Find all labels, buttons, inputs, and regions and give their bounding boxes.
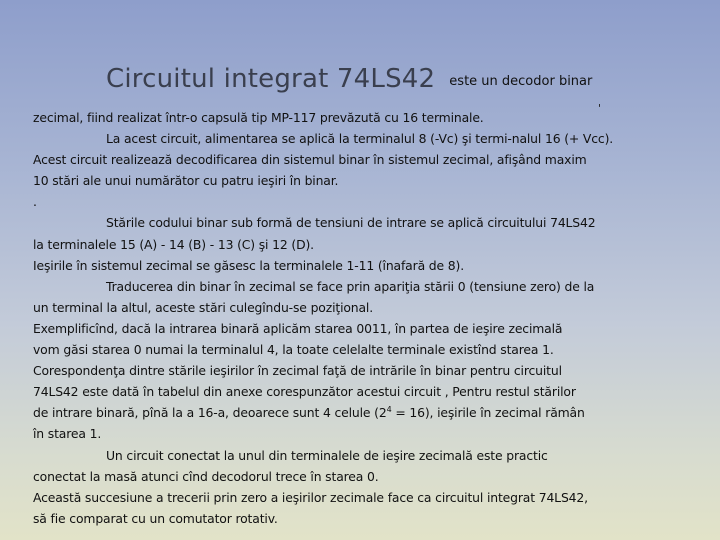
paragraph-line: La acest circuit, alimentarea se aplică la terminalul 8 (-Vc) şi termi-nalul 16 (+ Vcc). <box>106 131 614 147</box>
text-line: Această succesiune a trecerii prin zero a ieşirilor zecimale face ca circuitul integrat 74LS42, <box>33 489 588 505</box>
text-line: Exemplificînd, dacă la intrarea binară aplicăm starea 0011, în partea de ieşire zecimală <box>33 320 563 336</box>
text-line: 74LS42 este dată în tabelul din anexe corespunzător acestui circuit , Pentru restul stărilor <box>33 384 576 400</box>
text-line: 10 stări ale unui numărător cu patru ieşiri în binar. <box>33 173 339 189</box>
text-line: Acest circuit realizează decodificarea din sistemul binar în sistemul zecimal, afişând maxim <box>33 152 587 168</box>
text-line: . <box>33 194 37 210</box>
slide-title: Circuitul integrat 74LS42 <box>106 64 436 94</box>
body-text <box>33 107 713 529</box>
text-line: Ieşirile în sistemul zecimal se găsesc la terminalele 1-11 (înafară de 8). <box>33 257 464 273</box>
text-line: să fie comparat cu un comutator rotativ. <box>33 510 278 526</box>
text-segment: de intrare binară, pînă la a 16-a, deoarece sunt 4 celule (2 <box>33 405 387 421</box>
text-line: în starea 1. <box>33 426 102 442</box>
paragraph-line: Un circuit conectat la unul din terminalele de ieşire zecimală este practic <box>106 447 548 463</box>
paragraph-line: Traducerea din binar în zecimal se face prin apariţia stării 0 (tensiune zero) de la <box>106 278 595 294</box>
text-line: vom găsi starea 0 numai la terminalul 4, la toate celelalte terminale existînd starea 1. <box>33 342 554 358</box>
text-line: conectat la masă atunci cînd decodorul trece în starea 0. <box>33 468 379 484</box>
text-line: la terminalele 15 (A) - 14 (B) - 13 (C) şi 12 (D). <box>33 236 314 252</box>
paragraph-line: Stările codului binar sub formă de tensiuni de intrare se aplică circuitului 74LS42 <box>106 215 596 231</box>
text-line: Corespondenţa dintre stările ieşirilor în zecimal faţă de intrările în binar pentru circuitul <box>33 363 562 379</box>
text-line: un terminal la altul, aceste stări culegîndu-se poziţional. <box>33 299 374 315</box>
title-row <box>106 64 592 94</box>
text-segment: = 16), ieşirile în zecimal rămân <box>391 405 585 421</box>
text-line: zecimal, fiind realizat într-o capsulă tip MP-117 prevăzută cu 16 terminale. <box>33 110 484 125</box>
stray-mark: ' <box>598 102 602 115</box>
text-line-with-exponent <box>33 402 713 423</box>
title-continuation: este un decodor binar <box>449 74 593 89</box>
exponent: 4 <box>386 405 392 415</box>
